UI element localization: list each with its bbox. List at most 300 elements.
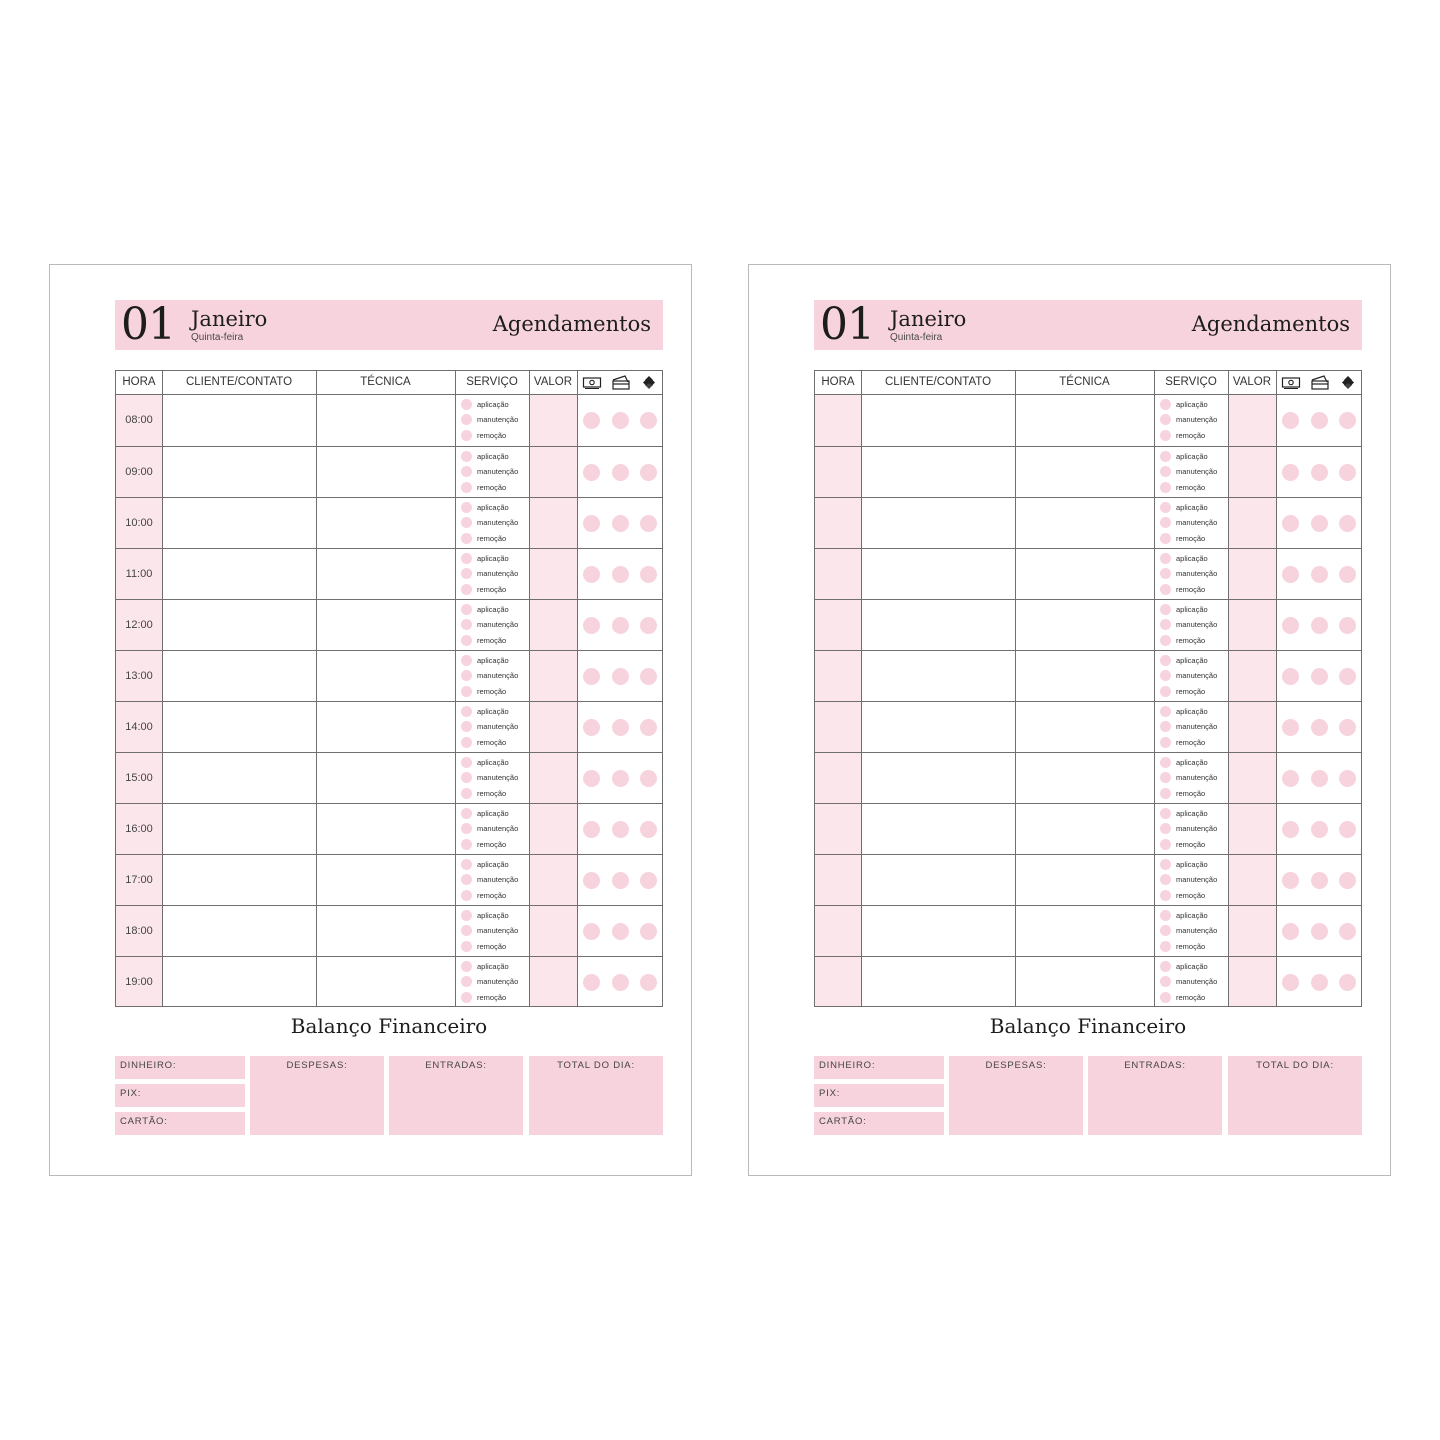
service-checkbox[interactable] — [461, 941, 472, 952]
service-checkbox[interactable] — [1160, 941, 1171, 952]
value-cell[interactable] — [530, 855, 576, 905]
service-checkbox[interactable] — [461, 670, 472, 681]
payment-dot-pix[interactable] — [640, 719, 657, 736]
service-option[interactable] — [461, 397, 531, 412]
service-option[interactable] — [1160, 806, 1230, 821]
technique-cell[interactable] — [317, 395, 454, 445]
service-option[interactable] — [461, 872, 531, 887]
technique-cell[interactable] — [1016, 753, 1153, 803]
value-cell[interactable] — [530, 651, 576, 701]
service-option[interactable] — [461, 531, 531, 546]
payment-dot-card[interactable] — [1311, 515, 1328, 532]
value-cell[interactable] — [530, 804, 576, 854]
value-cell[interactable] — [1229, 651, 1275, 701]
service-checkbox[interactable] — [1160, 635, 1171, 646]
payment-dot-cash[interactable] — [583, 617, 600, 634]
service-option[interactable] — [461, 923, 531, 938]
payment-dot-cash[interactable] — [583, 515, 600, 532]
technique-cell[interactable] — [317, 447, 454, 497]
client-contact-cell[interactable] — [862, 906, 1014, 956]
payment-dot-cash[interactable] — [1282, 974, 1299, 991]
value-cell[interactable] — [1229, 447, 1275, 497]
client-contact-cell[interactable] — [163, 447, 315, 497]
payment-dot-pix[interactable] — [1339, 566, 1356, 583]
service-checkbox[interactable] — [461, 414, 472, 425]
client-contact-cell[interactable] — [862, 498, 1014, 548]
service-option[interactable] — [1160, 668, 1230, 683]
payment-dot-cash[interactable] — [1282, 566, 1299, 583]
value-cell[interactable] — [1229, 957, 1275, 1007]
payment-dot-cash[interactable] — [583, 923, 600, 940]
payment-dot-pix[interactable] — [640, 974, 657, 991]
technique-cell[interactable] — [317, 498, 454, 548]
service-checkbox[interactable] — [1160, 874, 1171, 885]
service-checkbox[interactable] — [461, 808, 472, 819]
client-contact-cell[interactable] — [862, 804, 1014, 854]
value-cell[interactable] — [1229, 753, 1275, 803]
service-checkbox[interactable] — [461, 737, 472, 748]
client-contact-cell[interactable] — [862, 651, 1014, 701]
payment-dot-cash[interactable] — [1282, 821, 1299, 838]
service-option[interactable] — [461, 786, 531, 801]
balance-field-dinheiro[interactable] — [814, 1056, 944, 1079]
service-option[interactable] — [1160, 582, 1230, 597]
payment-dot-card[interactable] — [1311, 464, 1328, 481]
payment-dot-cash[interactable] — [1282, 515, 1299, 532]
technique-cell[interactable] — [317, 855, 454, 905]
payment-dot-card[interactable] — [1311, 668, 1328, 685]
value-cell[interactable] — [1229, 498, 1275, 548]
payment-dot-card[interactable] — [612, 872, 629, 889]
service-checkbox[interactable] — [1160, 961, 1171, 972]
client-contact-cell[interactable] — [163, 753, 315, 803]
service-checkbox[interactable] — [1160, 788, 1171, 799]
service-option[interactable] — [461, 633, 531, 648]
payment-dot-pix[interactable] — [1339, 464, 1356, 481]
service-option[interactable] — [461, 551, 531, 566]
payment-dot-card[interactable] — [1311, 872, 1328, 889]
service-checkbox[interactable] — [461, 399, 472, 410]
service-checkbox[interactable] — [461, 466, 472, 477]
technique-cell[interactable] — [317, 906, 454, 956]
service-option[interactable] — [1160, 602, 1230, 617]
client-contact-cell[interactable] — [862, 702, 1014, 752]
value-cell[interactable] — [530, 395, 576, 445]
payment-dot-card[interactable] — [1311, 770, 1328, 787]
payment-dot-pix[interactable] — [1339, 515, 1356, 532]
service-option[interactable] — [1160, 719, 1230, 734]
service-checkbox[interactable] — [1160, 925, 1171, 936]
technique-cell[interactable] — [1016, 906, 1153, 956]
service-checkbox[interactable] — [1160, 502, 1171, 513]
payment-dot-cash[interactable] — [1282, 719, 1299, 736]
service-option[interactable] — [461, 582, 531, 597]
balance-box-entradas[interactable] — [389, 1056, 523, 1135]
payment-dot-card[interactable] — [612, 464, 629, 481]
service-option[interactable] — [1160, 888, 1230, 903]
service-checkbox[interactable] — [1160, 706, 1171, 717]
service-checkbox[interactable] — [1160, 430, 1171, 441]
service-option[interactable] — [461, 735, 531, 750]
service-checkbox[interactable] — [461, 721, 472, 732]
value-cell[interactable] — [530, 753, 576, 803]
service-option[interactable] — [1160, 770, 1230, 785]
payment-dot-card[interactable] — [1311, 974, 1328, 991]
service-option[interactable] — [1160, 653, 1230, 668]
service-option[interactable] — [461, 668, 531, 683]
service-option[interactable] — [461, 857, 531, 872]
payment-dot-pix[interactable] — [640, 821, 657, 838]
client-contact-cell[interactable] — [862, 600, 1014, 650]
payment-dot-cash[interactable] — [1282, 770, 1299, 787]
value-cell[interactable] — [530, 549, 576, 599]
service-option[interactable] — [1160, 959, 1230, 974]
technique-cell[interactable] — [1016, 600, 1153, 650]
payment-dot-pix[interactable] — [1339, 412, 1356, 429]
service-checkbox[interactable] — [461, 992, 472, 1003]
technique-cell[interactable] — [317, 651, 454, 701]
payment-dot-cash[interactable] — [1282, 923, 1299, 940]
value-cell[interactable] — [1229, 906, 1275, 956]
service-checkbox[interactable] — [461, 976, 472, 987]
service-checkbox[interactable] — [1160, 823, 1171, 834]
payment-dot-card[interactable] — [1311, 412, 1328, 429]
payment-dot-card[interactable] — [1311, 617, 1328, 634]
payment-dot-pix[interactable] — [640, 872, 657, 889]
client-contact-cell[interactable] — [163, 702, 315, 752]
service-option[interactable] — [461, 888, 531, 903]
service-checkbox[interactable] — [461, 686, 472, 697]
balance-box-entradas[interactable] — [1088, 1056, 1222, 1135]
service-option[interactable] — [461, 464, 531, 479]
service-option[interactable] — [461, 653, 531, 668]
payment-dot-pix[interactable] — [640, 515, 657, 532]
service-checkbox[interactable] — [461, 604, 472, 615]
payment-dot-pix[interactable] — [640, 923, 657, 940]
balance-box-despesas[interactable] — [949, 1056, 1083, 1135]
service-checkbox[interactable] — [1160, 670, 1171, 681]
technique-cell[interactable] — [317, 702, 454, 752]
service-checkbox[interactable] — [461, 772, 472, 783]
service-checkbox[interactable] — [461, 502, 472, 513]
service-checkbox[interactable] — [461, 961, 472, 972]
service-checkbox[interactable] — [461, 890, 472, 901]
service-checkbox[interactable] — [1160, 686, 1171, 697]
payment-dot-card[interactable] — [612, 770, 629, 787]
service-checkbox[interactable] — [1160, 568, 1171, 579]
technique-cell[interactable] — [1016, 498, 1153, 548]
technique-cell[interactable] — [1016, 804, 1153, 854]
service-option[interactable] — [461, 480, 531, 495]
payment-dot-pix[interactable] — [1339, 974, 1356, 991]
value-cell[interactable] — [530, 447, 576, 497]
payment-dot-cash[interactable] — [583, 821, 600, 838]
service-checkbox[interactable] — [461, 655, 472, 666]
client-contact-cell[interactable] — [163, 651, 315, 701]
service-option[interactable] — [1160, 531, 1230, 546]
payment-dot-card[interactable] — [612, 668, 629, 685]
balance-box-despesas[interactable] — [250, 1056, 384, 1135]
service-option[interactable] — [461, 412, 531, 427]
payment-dot-card[interactable] — [612, 821, 629, 838]
balance-box-total[interactable] — [529, 1056, 663, 1135]
service-option[interactable] — [461, 908, 531, 923]
payment-dot-cash[interactable] — [1282, 464, 1299, 481]
value-cell[interactable] — [530, 600, 576, 650]
service-option[interactable] — [1160, 566, 1230, 581]
client-contact-cell[interactable] — [163, 804, 315, 854]
service-option[interactable] — [461, 821, 531, 836]
service-option[interactable] — [1160, 449, 1230, 464]
service-option[interactable] — [1160, 755, 1230, 770]
payment-dot-pix[interactable] — [640, 668, 657, 685]
service-option[interactable] — [461, 974, 531, 989]
service-option[interactable] — [1160, 412, 1230, 427]
technique-cell[interactable] — [317, 549, 454, 599]
service-checkbox[interactable] — [1160, 808, 1171, 819]
payment-dot-pix[interactable] — [640, 770, 657, 787]
service-option[interactable] — [1160, 500, 1230, 515]
service-checkbox[interactable] — [1160, 399, 1171, 410]
service-checkbox[interactable] — [1160, 992, 1171, 1003]
payment-dot-pix[interactable] — [640, 412, 657, 429]
payment-dot-cash[interactable] — [1282, 412, 1299, 429]
service-option[interactable] — [461, 566, 531, 581]
service-checkbox[interactable] — [461, 482, 472, 493]
payment-dot-pix[interactable] — [1339, 923, 1356, 940]
service-option[interactable] — [461, 959, 531, 974]
payment-dot-pix[interactable] — [1339, 770, 1356, 787]
service-checkbox[interactable] — [461, 823, 472, 834]
client-contact-cell[interactable] — [163, 957, 315, 1007]
service-checkbox[interactable] — [461, 517, 472, 528]
service-option[interactable] — [1160, 923, 1230, 938]
service-checkbox[interactable] — [461, 584, 472, 595]
balance-field-cartao[interactable] — [814, 1112, 944, 1135]
client-contact-cell[interactable] — [163, 549, 315, 599]
service-checkbox[interactable] — [1160, 482, 1171, 493]
service-checkbox[interactable] — [461, 430, 472, 441]
payment-dot-card[interactable] — [1311, 566, 1328, 583]
payment-dot-pix[interactable] — [640, 566, 657, 583]
value-cell[interactable] — [1229, 600, 1275, 650]
technique-cell[interactable] — [1016, 395, 1153, 445]
service-option[interactable] — [1160, 551, 1230, 566]
service-option[interactable] — [461, 515, 531, 530]
service-option[interactable] — [1160, 939, 1230, 954]
value-cell[interactable] — [1229, 855, 1275, 905]
service-option[interactable] — [1160, 837, 1230, 852]
balance-field-pix[interactable] — [814, 1084, 944, 1107]
client-contact-cell[interactable] — [862, 957, 1014, 1007]
service-option[interactable] — [1160, 872, 1230, 887]
service-checkbox[interactable] — [461, 788, 472, 799]
service-checkbox[interactable] — [1160, 839, 1171, 850]
service-option[interactable] — [461, 617, 531, 632]
service-checkbox[interactable] — [1160, 655, 1171, 666]
service-option[interactable] — [461, 755, 531, 770]
payment-dot-cash[interactable] — [583, 974, 600, 991]
technique-cell[interactable] — [1016, 651, 1153, 701]
service-option[interactable] — [1160, 617, 1230, 632]
value-cell[interactable] — [1229, 804, 1275, 854]
value-cell[interactable] — [1229, 395, 1275, 445]
service-checkbox[interactable] — [461, 635, 472, 646]
payment-dot-cash[interactable] — [583, 668, 600, 685]
service-option[interactable] — [1160, 821, 1230, 836]
value-cell[interactable] — [1229, 549, 1275, 599]
service-checkbox[interactable] — [461, 839, 472, 850]
service-option[interactable] — [1160, 480, 1230, 495]
payment-dot-pix[interactable] — [640, 617, 657, 634]
client-contact-cell[interactable] — [163, 600, 315, 650]
technique-cell[interactable] — [1016, 855, 1153, 905]
service-option[interactable] — [461, 806, 531, 821]
payment-dot-cash[interactable] — [583, 412, 600, 429]
client-contact-cell[interactable] — [862, 855, 1014, 905]
value-cell[interactable] — [1229, 702, 1275, 752]
client-contact-cell[interactable] — [862, 549, 1014, 599]
technique-cell[interactable] — [317, 753, 454, 803]
service-checkbox[interactable] — [1160, 414, 1171, 425]
service-option[interactable] — [1160, 633, 1230, 648]
service-checkbox[interactable] — [461, 925, 472, 936]
service-checkbox[interactable] — [461, 706, 472, 717]
client-contact-cell[interactable] — [862, 395, 1014, 445]
payment-dot-pix[interactable] — [1339, 872, 1356, 889]
service-checkbox[interactable] — [461, 859, 472, 870]
technique-cell[interactable] — [1016, 702, 1153, 752]
payment-dot-card[interactable] — [1311, 821, 1328, 838]
balance-box-total[interactable] — [1228, 1056, 1362, 1135]
technique-cell[interactable] — [1016, 957, 1153, 1007]
payment-dot-cash[interactable] — [583, 872, 600, 889]
service-option[interactable] — [1160, 515, 1230, 530]
balance-field-pix[interactable] — [115, 1084, 245, 1107]
service-checkbox[interactable] — [1160, 466, 1171, 477]
service-option[interactable] — [1160, 428, 1230, 443]
payment-dot-card[interactable] — [612, 719, 629, 736]
service-option[interactable] — [461, 704, 531, 719]
service-option[interactable] — [461, 837, 531, 852]
service-option[interactable] — [461, 500, 531, 515]
payment-dot-cash[interactable] — [1282, 668, 1299, 685]
value-cell[interactable] — [530, 906, 576, 956]
payment-dot-pix[interactable] — [1339, 668, 1356, 685]
service-option[interactable] — [1160, 974, 1230, 989]
value-cell[interactable] — [530, 702, 576, 752]
service-option[interactable] — [461, 990, 531, 1005]
service-option[interactable] — [461, 602, 531, 617]
service-checkbox[interactable] — [1160, 772, 1171, 783]
payment-dot-cash[interactable] — [583, 464, 600, 481]
payment-dot-cash[interactable] — [583, 770, 600, 787]
service-checkbox[interactable] — [461, 910, 472, 921]
service-checkbox[interactable] — [461, 568, 472, 579]
service-option[interactable] — [461, 939, 531, 954]
service-option[interactable] — [1160, 908, 1230, 923]
service-checkbox[interactable] — [1160, 619, 1171, 630]
value-cell[interactable] — [530, 498, 576, 548]
service-checkbox[interactable] — [461, 757, 472, 768]
client-contact-cell[interactable] — [862, 753, 1014, 803]
technique-cell[interactable] — [317, 600, 454, 650]
payment-dot-card[interactable] — [612, 974, 629, 991]
service-checkbox[interactable] — [1160, 737, 1171, 748]
service-checkbox[interactable] — [1160, 553, 1171, 564]
service-option[interactable] — [461, 684, 531, 699]
payment-dot-card[interactable] — [612, 923, 629, 940]
payment-dot-cash[interactable] — [1282, 617, 1299, 634]
service-option[interactable] — [1160, 990, 1230, 1005]
service-checkbox[interactable] — [461, 533, 472, 544]
balance-field-cartao[interactable] — [115, 1112, 245, 1135]
payment-dot-pix[interactable] — [640, 464, 657, 481]
payment-dot-pix[interactable] — [1339, 719, 1356, 736]
service-checkbox[interactable] — [1160, 584, 1171, 595]
client-contact-cell[interactable] — [163, 906, 315, 956]
service-option[interactable] — [1160, 857, 1230, 872]
payment-dot-card[interactable] — [1311, 923, 1328, 940]
service-checkbox[interactable] — [1160, 517, 1171, 528]
service-checkbox[interactable] — [1160, 604, 1171, 615]
payment-dot-card[interactable] — [1311, 719, 1328, 736]
payment-dot-card[interactable] — [612, 617, 629, 634]
service-option[interactable] — [461, 770, 531, 785]
service-option[interactable] — [1160, 397, 1230, 412]
client-contact-cell[interactable] — [163, 855, 315, 905]
service-checkbox[interactable] — [1160, 890, 1171, 901]
service-checkbox[interactable] — [461, 619, 472, 630]
payment-dot-pix[interactable] — [1339, 821, 1356, 838]
payment-dot-card[interactable] — [612, 412, 629, 429]
service-checkbox[interactable] — [1160, 451, 1171, 462]
service-option[interactable] — [461, 449, 531, 464]
technique-cell[interactable] — [1016, 447, 1153, 497]
service-option[interactable] — [1160, 735, 1230, 750]
value-cell[interactable] — [530, 957, 576, 1007]
payment-dot-cash[interactable] — [1282, 872, 1299, 889]
service-option[interactable] — [461, 428, 531, 443]
service-checkbox[interactable] — [461, 553, 472, 564]
service-option[interactable] — [1160, 704, 1230, 719]
payment-dot-cash[interactable] — [583, 719, 600, 736]
technique-cell[interactable] — [317, 804, 454, 854]
client-contact-cell[interactable] — [862, 447, 1014, 497]
client-contact-cell[interactable] — [163, 498, 315, 548]
service-checkbox[interactable] — [1160, 976, 1171, 987]
service-checkbox[interactable] — [1160, 533, 1171, 544]
payment-dot-card[interactable] — [612, 566, 629, 583]
service-option[interactable] — [1160, 464, 1230, 479]
service-checkbox[interactable] — [1160, 910, 1171, 921]
service-checkbox[interactable] — [1160, 859, 1171, 870]
service-option[interactable] — [461, 719, 531, 734]
payment-dot-card[interactable] — [612, 515, 629, 532]
service-checkbox[interactable] — [1160, 721, 1171, 732]
balance-field-dinheiro[interactable] — [115, 1056, 245, 1079]
service-option[interactable] — [1160, 684, 1230, 699]
payment-dot-cash[interactable] — [583, 566, 600, 583]
service-option[interactable] — [1160, 786, 1230, 801]
service-checkbox[interactable] — [461, 451, 472, 462]
technique-cell[interactable] — [1016, 549, 1153, 599]
payment-dot-pix[interactable] — [1339, 617, 1356, 634]
technique-cell[interactable] — [317, 957, 454, 1007]
service-checkbox[interactable] — [461, 874, 472, 885]
service-checkbox[interactable] — [1160, 757, 1171, 768]
client-contact-cell[interactable] — [163, 395, 315, 445]
